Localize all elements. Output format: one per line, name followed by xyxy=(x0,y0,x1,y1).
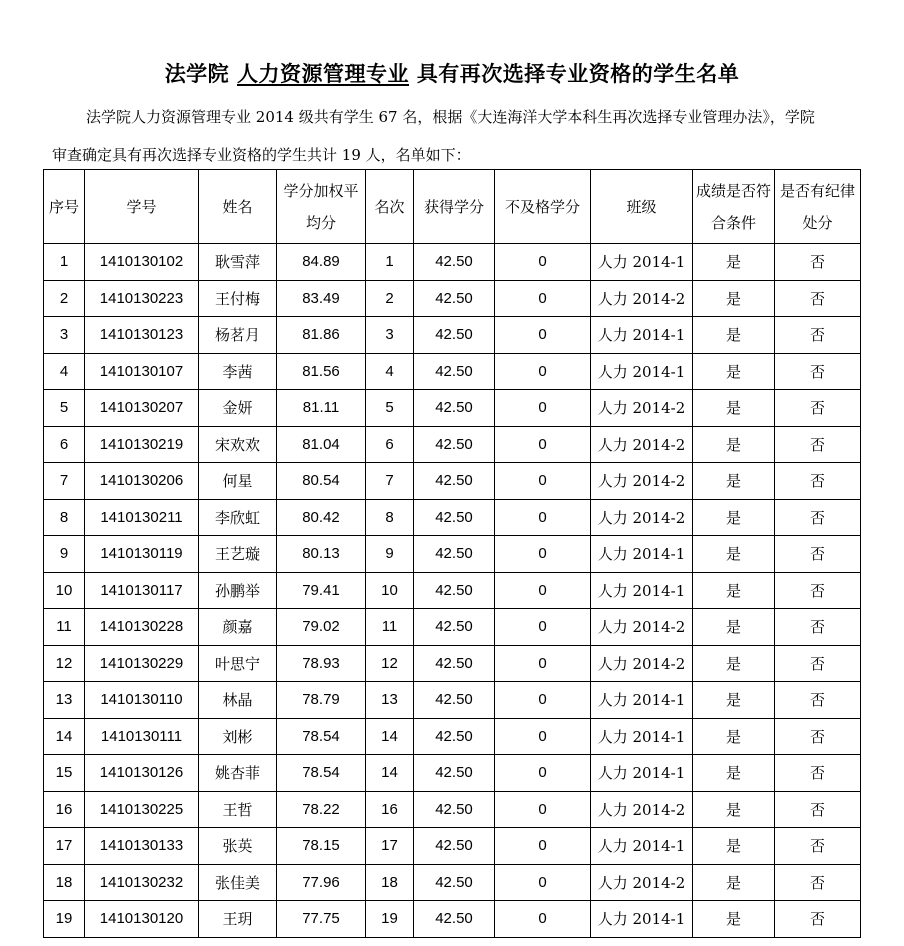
cell-discipline: 否 xyxy=(775,244,861,281)
header-class: 班级 xyxy=(591,170,693,244)
cell-class: 人力 2014-2 xyxy=(591,499,693,536)
cell-weighted-gpa: 78.54 xyxy=(277,755,366,792)
cell-weighted-gpa: 78.22 xyxy=(277,791,366,828)
header-weighted-gpa: 学分加权平均分 xyxy=(277,170,366,244)
cell-student-id: 1410130223 xyxy=(85,280,199,317)
table-row xyxy=(44,718,861,755)
cell-student-id: 1410130111 xyxy=(85,718,199,755)
cell-index: 12 xyxy=(44,645,85,682)
cell-credits: 42.50 xyxy=(414,682,495,719)
cell-qualified: 是 xyxy=(693,609,775,646)
cell-name: 张英 xyxy=(199,828,277,865)
cell-failed-credits: 0 xyxy=(495,244,591,281)
cell-weighted-gpa: 77.75 xyxy=(277,901,366,938)
cell-failed-credits: 0 xyxy=(495,353,591,390)
roster-body xyxy=(44,244,861,938)
cell-failed-credits: 0 xyxy=(495,463,591,500)
header-row xyxy=(44,170,861,244)
cell-credits: 42.50 xyxy=(414,499,495,536)
cell-class: 人力 2014-1 xyxy=(591,572,693,609)
cell-class: 人力 2014-1 xyxy=(591,536,693,573)
cell-class: 人力 2014-2 xyxy=(591,864,693,901)
cell-rank: 3 xyxy=(366,317,414,354)
cell-student-id: 1410130228 xyxy=(85,609,199,646)
cell-student-id: 1410130102 xyxy=(85,244,199,281)
cell-weighted-gpa: 79.02 xyxy=(277,609,366,646)
cell-index: 16 xyxy=(44,791,85,828)
document-title xyxy=(0,58,904,88)
intro-paragraph xyxy=(52,98,862,174)
table-row xyxy=(44,828,861,865)
cell-rank: 2 xyxy=(366,280,414,317)
cell-rank: 1 xyxy=(366,244,414,281)
cell-rank: 18 xyxy=(366,864,414,901)
student-roster-table xyxy=(43,169,861,938)
cell-discipline: 否 xyxy=(775,280,861,317)
cell-failed-credits: 0 xyxy=(495,755,591,792)
cell-weighted-gpa: 78.93 xyxy=(277,645,366,682)
cell-credits: 42.50 xyxy=(414,463,495,500)
title-major: 人力资源管理专业 xyxy=(237,62,409,86)
cell-failed-credits: 0 xyxy=(495,828,591,865)
cell-qualified: 是 xyxy=(693,791,775,828)
header-credits: 获得学分 xyxy=(414,170,495,244)
cell-qualified: 是 xyxy=(693,755,775,792)
cell-credits: 42.50 xyxy=(414,317,495,354)
cell-discipline: 否 xyxy=(775,572,861,609)
cell-rank: 16 xyxy=(366,791,414,828)
table-row xyxy=(44,609,861,646)
cell-index: 10 xyxy=(44,572,85,609)
cell-qualified: 是 xyxy=(693,828,775,865)
cell-name: 耿雪萍 xyxy=(199,244,277,281)
table-row xyxy=(44,426,861,463)
cell-index: 3 xyxy=(44,317,85,354)
cell-discipline: 否 xyxy=(775,390,861,427)
cell-qualified: 是 xyxy=(693,536,775,573)
cell-rank: 4 xyxy=(366,353,414,390)
table-row xyxy=(44,536,861,573)
cell-class: 人力 2014-1 xyxy=(591,901,693,938)
cell-name: 何星 xyxy=(199,463,277,500)
header-rank: 名次 xyxy=(366,170,414,244)
cell-weighted-gpa: 83.49 xyxy=(277,280,366,317)
cell-qualified: 是 xyxy=(693,718,775,755)
cell-failed-credits: 0 xyxy=(495,280,591,317)
cell-discipline: 否 xyxy=(775,682,861,719)
intro-line-2: 审查确定具有再次选择专业资格的学生共计 19 人，名单如下： xyxy=(52,146,471,164)
cell-qualified: 是 xyxy=(693,317,775,354)
cell-name: 宋欢欢 xyxy=(199,426,277,463)
cell-credits: 42.50 xyxy=(414,426,495,463)
cell-qualified: 是 xyxy=(693,353,775,390)
cell-index: 17 xyxy=(44,828,85,865)
cell-rank: 6 xyxy=(366,426,414,463)
header-qualified: 成绩是否符合条件 xyxy=(693,170,775,244)
title-school: 法学院 xyxy=(164,62,230,86)
cell-discipline: 否 xyxy=(775,317,861,354)
cell-class: 人力 2014-2 xyxy=(591,463,693,500)
cell-index: 4 xyxy=(44,353,85,390)
cell-weighted-gpa: 84.89 xyxy=(277,244,366,281)
cell-qualified: 是 xyxy=(693,645,775,682)
cell-discipline: 否 xyxy=(775,353,861,390)
cell-weighted-gpa: 80.42 xyxy=(277,499,366,536)
cell-student-id: 1410130107 xyxy=(85,353,199,390)
cell-qualified: 是 xyxy=(693,463,775,500)
cell-student-id: 1410130229 xyxy=(85,645,199,682)
table-row xyxy=(44,755,861,792)
cell-rank: 19 xyxy=(366,901,414,938)
cell-student-id: 1410130219 xyxy=(85,426,199,463)
cell-weighted-gpa: 80.54 xyxy=(277,463,366,500)
cell-discipline: 否 xyxy=(775,536,861,573)
table-row xyxy=(44,353,861,390)
cell-name: 王艺璇 xyxy=(199,536,277,573)
cell-failed-credits: 0 xyxy=(495,682,591,719)
cell-name: 王付梅 xyxy=(199,280,277,317)
cell-failed-credits: 0 xyxy=(495,609,591,646)
cell-discipline: 否 xyxy=(775,645,861,682)
cell-rank: 12 xyxy=(366,645,414,682)
cell-credits: 42.50 xyxy=(414,572,495,609)
cell-name: 颜嘉 xyxy=(199,609,277,646)
cell-class: 人力 2014-1 xyxy=(591,828,693,865)
cell-credits: 42.50 xyxy=(414,791,495,828)
cell-qualified: 是 xyxy=(693,572,775,609)
cell-student-id: 1410130207 xyxy=(85,390,199,427)
cell-failed-credits: 0 xyxy=(495,864,591,901)
cell-rank: 13 xyxy=(366,682,414,719)
cell-qualified: 是 xyxy=(693,426,775,463)
cell-discipline: 否 xyxy=(775,755,861,792)
cell-qualified: 是 xyxy=(693,280,775,317)
header-student-id: 学号 xyxy=(85,170,199,244)
cell-index: 18 xyxy=(44,864,85,901)
cell-class: 人力 2014-2 xyxy=(591,791,693,828)
cell-class: 人力 2014-1 xyxy=(591,244,693,281)
cell-discipline: 否 xyxy=(775,718,861,755)
cell-credits: 42.50 xyxy=(414,828,495,865)
cell-weighted-gpa: 81.04 xyxy=(277,426,366,463)
cell-failed-credits: 0 xyxy=(495,426,591,463)
cell-class: 人力 2014-1 xyxy=(591,353,693,390)
cell-student-id: 1410130110 xyxy=(85,682,199,719)
title-subject: 具有再次选择专业资格的学生名单 xyxy=(416,62,740,86)
cell-weighted-gpa: 81.11 xyxy=(277,390,366,427)
cell-rank: 7 xyxy=(366,463,414,500)
cell-index: 1 xyxy=(44,244,85,281)
cell-weighted-gpa: 80.13 xyxy=(277,536,366,573)
cell-failed-credits: 0 xyxy=(495,718,591,755)
cell-qualified: 是 xyxy=(693,901,775,938)
cell-index: 9 xyxy=(44,536,85,573)
cell-class: 人力 2014-1 xyxy=(591,755,693,792)
cell-name: 林晶 xyxy=(199,682,277,719)
cell-qualified: 是 xyxy=(693,390,775,427)
cell-weighted-gpa: 78.15 xyxy=(277,828,366,865)
cell-class: 人力 2014-2 xyxy=(591,609,693,646)
cell-class: 人力 2014-1 xyxy=(591,718,693,755)
cell-discipline: 否 xyxy=(775,864,861,901)
cell-index: 6 xyxy=(44,426,85,463)
cell-name: 李茜 xyxy=(199,353,277,390)
cell-failed-credits: 0 xyxy=(495,572,591,609)
cell-name: 叶思宁 xyxy=(199,645,277,682)
table-row xyxy=(44,317,861,354)
cell-discipline: 否 xyxy=(775,828,861,865)
cell-student-id: 1410130232 xyxy=(85,864,199,901)
cell-credits: 42.50 xyxy=(414,901,495,938)
cell-name: 张佳美 xyxy=(199,864,277,901)
cell-qualified: 是 xyxy=(693,682,775,719)
table-row xyxy=(44,645,861,682)
cell-credits: 42.50 xyxy=(414,755,495,792)
cell-student-id: 1410130211 xyxy=(85,499,199,536)
cell-name: 杨茗月 xyxy=(199,317,277,354)
cell-credits: 42.50 xyxy=(414,645,495,682)
cell-credits: 42.50 xyxy=(414,864,495,901)
cell-student-id: 1410130126 xyxy=(85,755,199,792)
cell-class: 人力 2014-1 xyxy=(591,682,693,719)
cell-failed-credits: 0 xyxy=(495,645,591,682)
cell-class: 人力 2014-2 xyxy=(591,426,693,463)
cell-student-id: 1410130133 xyxy=(85,828,199,865)
header-failed-credits: 不及格学分 xyxy=(495,170,591,244)
cell-name: 孙鹏举 xyxy=(199,572,277,609)
cell-credits: 42.50 xyxy=(414,244,495,281)
table-row xyxy=(44,791,861,828)
cell-credits: 42.50 xyxy=(414,609,495,646)
table-row xyxy=(44,682,861,719)
cell-failed-credits: 0 xyxy=(495,901,591,938)
cell-weighted-gpa: 78.79 xyxy=(277,682,366,719)
cell-index: 15 xyxy=(44,755,85,792)
cell-discipline: 否 xyxy=(775,426,861,463)
cell-rank: 9 xyxy=(366,536,414,573)
cell-name: 刘彬 xyxy=(199,718,277,755)
table-row xyxy=(44,244,861,281)
cell-class: 人力 2014-2 xyxy=(591,280,693,317)
cell-failed-credits: 0 xyxy=(495,791,591,828)
cell-credits: 42.50 xyxy=(414,390,495,427)
cell-class: 人力 2014-2 xyxy=(591,645,693,682)
intro-line-1: 法学院人力资源管理专业 2014 级共有学生 67 名，根据《大连海洋大学本科生再次选择专业管理办法》，学院 xyxy=(86,108,815,126)
cell-credits: 42.50 xyxy=(414,718,495,755)
cell-name: 姚杏菲 xyxy=(199,755,277,792)
cell-failed-credits: 0 xyxy=(495,317,591,354)
cell-failed-credits: 0 xyxy=(495,536,591,573)
cell-discipline: 否 xyxy=(775,791,861,828)
cell-rank: 5 xyxy=(366,390,414,427)
cell-rank: 8 xyxy=(366,499,414,536)
cell-weighted-gpa: 79.41 xyxy=(277,572,366,609)
cell-rank: 10 xyxy=(366,572,414,609)
cell-credits: 42.50 xyxy=(414,280,495,317)
cell-class: 人力 2014-2 xyxy=(591,390,693,427)
cell-qualified: 是 xyxy=(693,244,775,281)
cell-qualified: 是 xyxy=(693,499,775,536)
cell-name: 金妍 xyxy=(199,390,277,427)
cell-index: 7 xyxy=(44,463,85,500)
cell-rank: 14 xyxy=(366,755,414,792)
cell-discipline: 否 xyxy=(775,463,861,500)
cell-weighted-gpa: 78.54 xyxy=(277,718,366,755)
cell-name: 王哲 xyxy=(199,791,277,828)
table-row xyxy=(44,901,861,938)
table-row xyxy=(44,864,861,901)
cell-weighted-gpa: 77.96 xyxy=(277,864,366,901)
cell-index: 19 xyxy=(44,901,85,938)
cell-index: 5 xyxy=(44,390,85,427)
cell-rank: 17 xyxy=(366,828,414,865)
table-row xyxy=(44,390,861,427)
cell-failed-credits: 0 xyxy=(495,499,591,536)
cell-weighted-gpa: 81.86 xyxy=(277,317,366,354)
cell-rank: 14 xyxy=(366,718,414,755)
table-row xyxy=(44,499,861,536)
cell-name: 王玥 xyxy=(199,901,277,938)
cell-student-id: 1410130123 xyxy=(85,317,199,354)
cell-student-id: 1410130117 xyxy=(85,572,199,609)
cell-discipline: 否 xyxy=(775,609,861,646)
header-name: 姓名 xyxy=(199,170,277,244)
cell-credits: 42.50 xyxy=(414,353,495,390)
cell-weighted-gpa: 81.56 xyxy=(277,353,366,390)
cell-index: 11 xyxy=(44,609,85,646)
cell-index: 13 xyxy=(44,682,85,719)
cell-student-id: 1410130120 xyxy=(85,901,199,938)
table-row xyxy=(44,572,861,609)
cell-name: 李欣虹 xyxy=(199,499,277,536)
cell-student-id: 1410130225 xyxy=(85,791,199,828)
cell-index: 8 xyxy=(44,499,85,536)
cell-student-id: 1410130119 xyxy=(85,536,199,573)
cell-discipline: 否 xyxy=(775,499,861,536)
cell-index: 2 xyxy=(44,280,85,317)
table-row xyxy=(44,280,861,317)
cell-qualified: 是 xyxy=(693,864,775,901)
cell-student-id: 1410130206 xyxy=(85,463,199,500)
cell-failed-credits: 0 xyxy=(495,390,591,427)
cell-discipline: 否 xyxy=(775,901,861,938)
cell-index: 14 xyxy=(44,718,85,755)
cell-class: 人力 2014-1 xyxy=(591,317,693,354)
header-discipline: 是否有纪律处分 xyxy=(775,170,861,244)
cell-credits: 42.50 xyxy=(414,536,495,573)
cell-rank: 11 xyxy=(366,609,414,646)
header-index: 序号 xyxy=(44,170,85,244)
table-row xyxy=(44,463,861,500)
